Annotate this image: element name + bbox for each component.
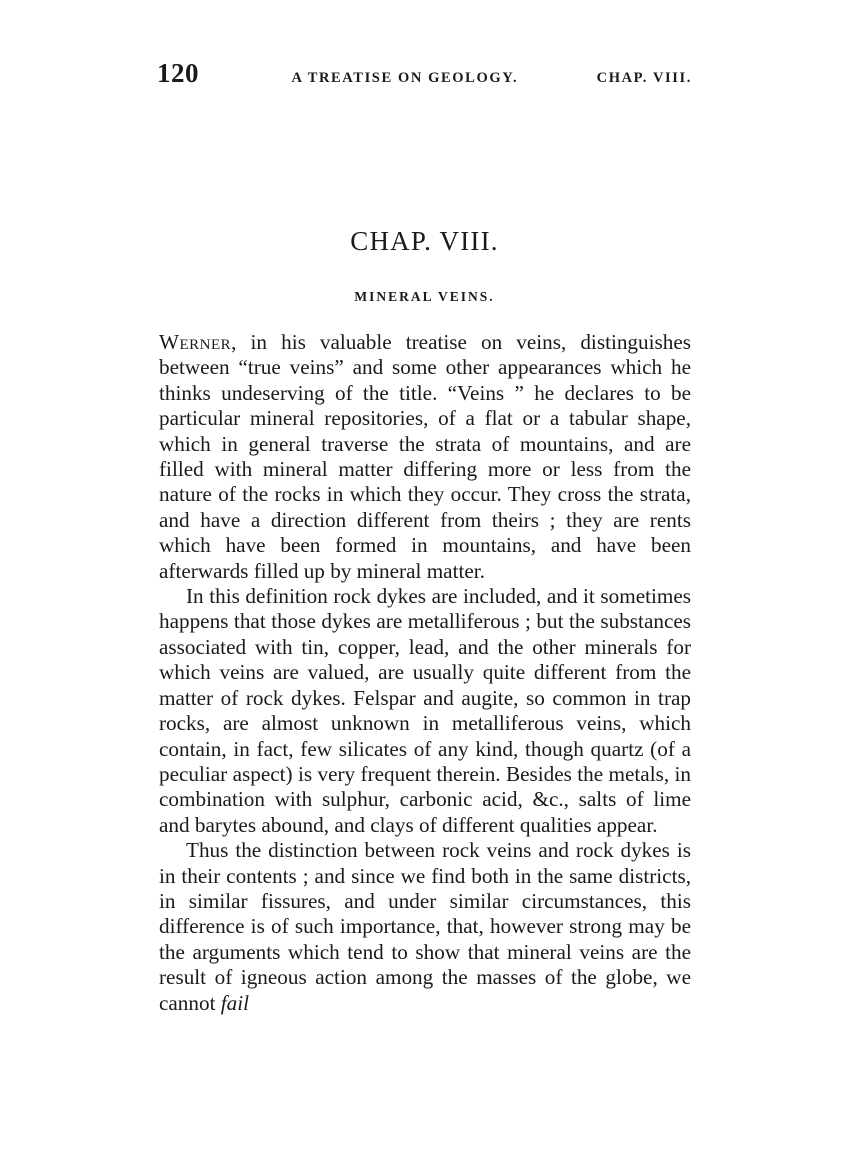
paragraph-1 bbox=[159, 330, 691, 584]
page-number: 120 bbox=[157, 58, 199, 88]
italic-word: fail bbox=[220, 990, 250, 1015]
paragraph-3-text: Thus the distinction between rock veins and rock dykes is in their contents ; and since we find both in the same districts, in similar fissures, and under similar circumstances, this difference is of such importance, that, however strong may be the arguments which tend to show that mineral veins are the result of igneous action among the masses of the globe, we cannot bbox=[159, 838, 691, 1015]
paragraph-3 bbox=[159, 838, 691, 1016]
paragraph-2: In this definition rock dykes are included, and it sometimes happens that those dykes are metalliferous ; but the substances associated with tin, copper, lead, and the other minerals for which veins are valued, are usually quite different from the matter of rock dykes. Felspar and augite, so common in trap rocks, are almost unknown in metalliferous veins, which contain, in fact, few silicates of any kind, though quartz (of a peculiar aspect) is very frequent therein. Besides the metals, in combination with sulphur, carbonic acid, &c., salts of lime and barytes abound, and clays of different qualities appear. bbox=[159, 584, 691, 837]
body-text bbox=[159, 330, 691, 1016]
running-title: A TREATISE ON GEOLOGY. bbox=[291, 70, 519, 86]
lead-name: Werner bbox=[159, 330, 232, 354]
chapter-heading: CHAP. VIII. bbox=[350, 226, 499, 256]
paragraph-1-text: , in his valuable treatise on veins, distinguishes between “true veins” and some other appearances which he thinks undeserving of the title. “Veins ” he declares to be particular mineral repositories, of a flat or a tabular shape, which in general traverse the strata of mountains, and are filled with mineral matter differing more or less from the nature of the rocks in which they occur. They cross the strata, and have a direction different from theirs ; they are rents which have been formed in mountains, and have been afterwards filled up by mineral matter. bbox=[159, 330, 691, 583]
section-title: MINERAL VEINS. bbox=[354, 289, 495, 304]
running-header bbox=[157, 58, 692, 92]
running-chapter: CHAP. VIII. bbox=[596, 70, 692, 86]
